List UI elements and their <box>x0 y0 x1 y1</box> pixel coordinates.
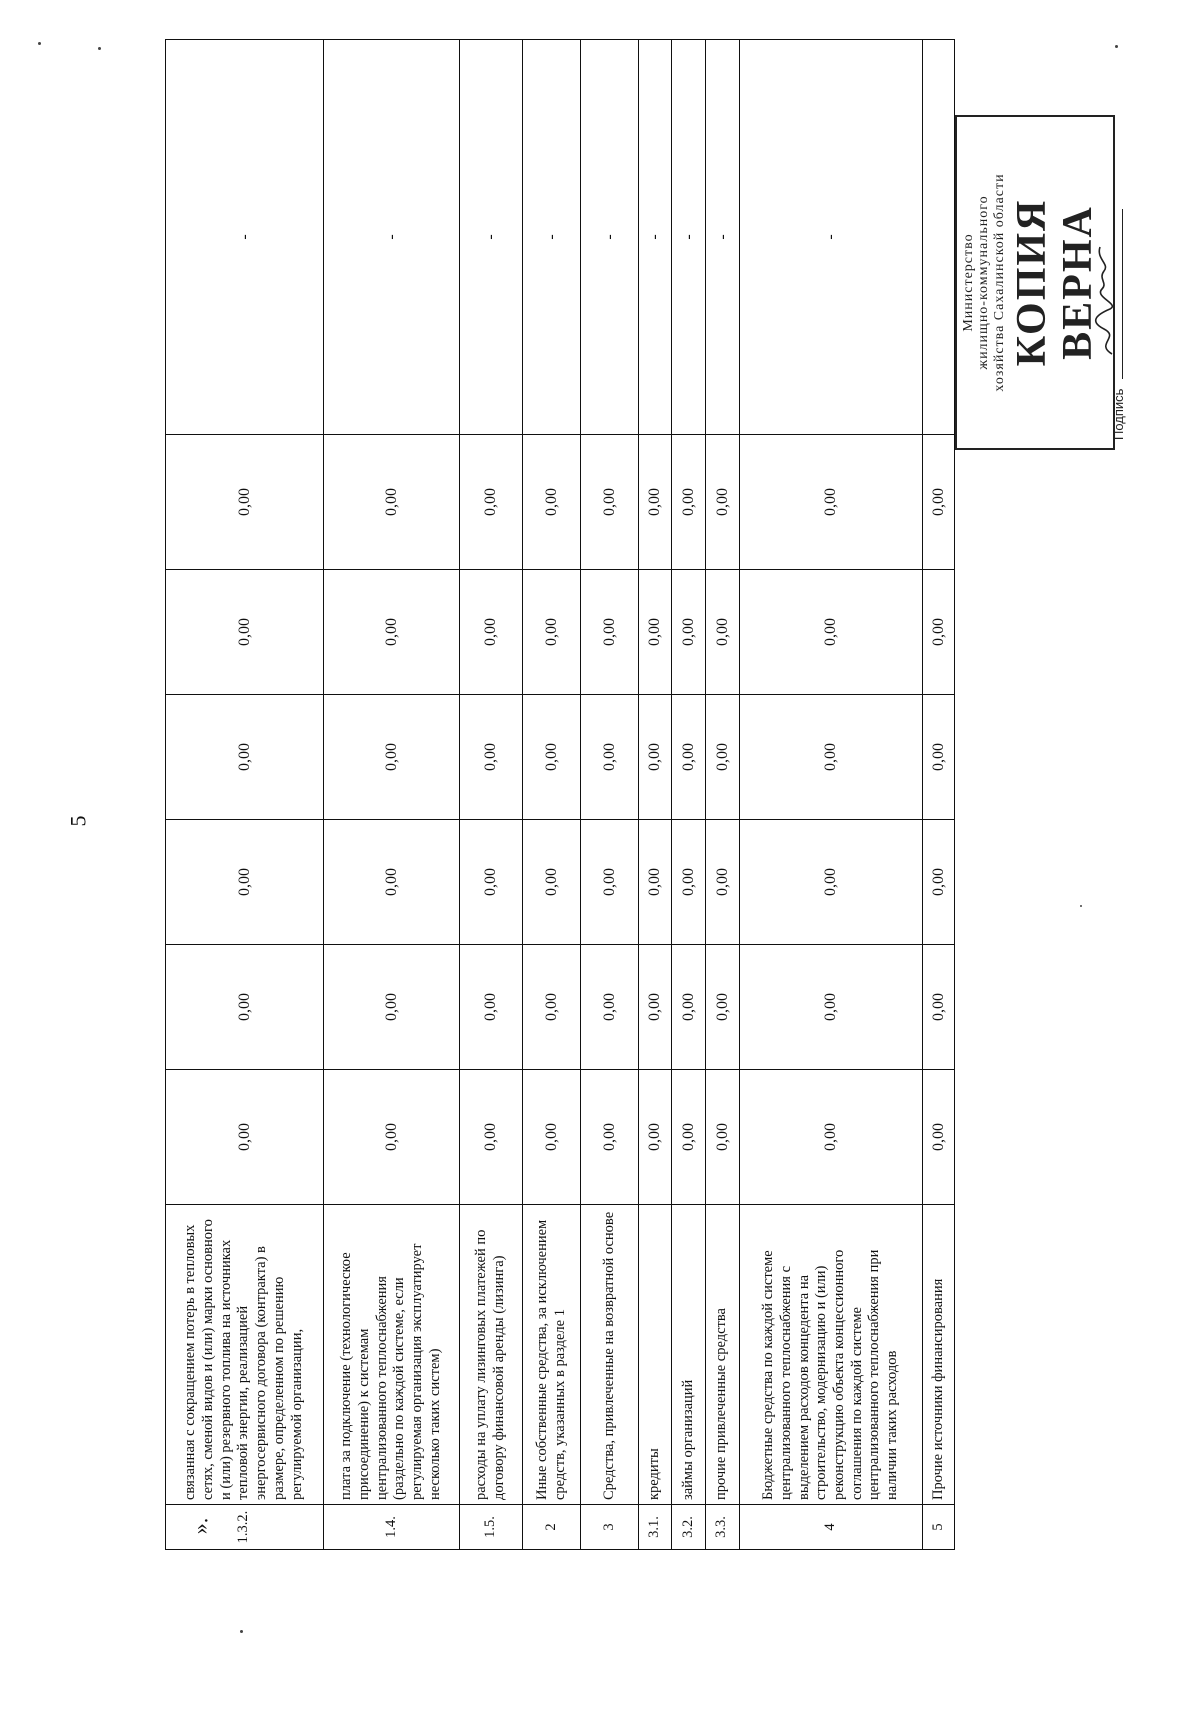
stamp-copy-true: КОПИЯ ВЕРНА <box>1009 198 1102 367</box>
row-value-cell: 0,00 <box>638 820 672 945</box>
table-row <box>705 40 739 1550</box>
row-number: 3.1. <box>638 1505 672 1550</box>
row-value-cell: 0,00 <box>460 435 523 570</box>
row-value-cell: 0,00 <box>638 945 672 1070</box>
scan-speck <box>38 42 41 45</box>
row-value-cell: 0,00 <box>460 945 523 1070</box>
row-description: связанная с сокращением потерь в тепловых сетях, сменой видов и (или) марки основного и (или) резервного топлива на источниках тепловой энергии, реализацией энергосервисного договора (контракта) в размере, определенном по решению регулируемой организации, <box>166 1205 324 1505</box>
financing-table <box>165 39 955 1550</box>
row-value-cell: 0,00 <box>323 695 460 820</box>
row-number: 5 <box>923 1505 955 1550</box>
row-value-cell <box>923 40 955 435</box>
row-value-cell: - <box>638 40 672 435</box>
row-value-cell: 0,00 <box>739 570 923 695</box>
row-description: кредиты <box>638 1205 672 1505</box>
row-number: 2 <box>523 1505 581 1550</box>
row-value-cell: 0,00 <box>705 945 739 1070</box>
row-value-cell: 0,00 <box>705 570 739 695</box>
table-row <box>638 40 672 1550</box>
row-value-cell: 0,00 <box>523 1070 581 1205</box>
row-value-cell: 0,00 <box>705 1070 739 1205</box>
row-description: займы организаций <box>672 1205 706 1505</box>
row-value-cell: 0,00 <box>739 820 923 945</box>
row-value-cell: 0,00 <box>705 435 739 570</box>
row-value-cell: 0,00 <box>580 945 638 1070</box>
row-value-cell: 0,00 <box>923 1070 955 1205</box>
row-value-cell: 0,00 <box>166 695 324 820</box>
row-value-cell: 0,00 <box>923 570 955 695</box>
row-value-cell: 0,00 <box>638 1070 672 1205</box>
table-row <box>580 40 638 1550</box>
stamp-org-line3: хозяйства Сахалинской области <box>991 173 1007 392</box>
table-row <box>460 40 523 1550</box>
row-value-cell: 0,00 <box>580 820 638 945</box>
row-value-cell: 0,00 <box>638 435 672 570</box>
row-value-cell: 0,00 <box>323 1070 460 1205</box>
scan-speck <box>98 47 101 50</box>
row-value-cell: 0,00 <box>739 945 923 1070</box>
stamp-org-line2: жилищно-коммунального <box>976 195 992 370</box>
row-value-cell: 0,00 <box>739 1070 923 1205</box>
page-number: 5 <box>65 815 91 827</box>
row-value-cell: 0,00 <box>323 435 460 570</box>
row-value-cell: 0,00 <box>672 570 706 695</box>
row-value-cell: 0,00 <box>166 945 324 1070</box>
row-value-cell: 0,00 <box>672 435 706 570</box>
table-row <box>323 40 460 1550</box>
row-value-cell: 0,00 <box>460 820 523 945</box>
row-value-cell: - <box>323 40 460 435</box>
row-value-cell: 0,00 <box>672 820 706 945</box>
row-value-cell: 0,00 <box>580 435 638 570</box>
row-value-cell: 0,00 <box>923 945 955 1070</box>
table-row <box>923 40 955 1550</box>
row-number: 4 <box>739 1505 923 1550</box>
row-value-cell: - <box>460 40 523 435</box>
certification-stamp <box>955 115 1126 450</box>
row-value-cell: 0,00 <box>166 1070 324 1205</box>
table-row <box>523 40 581 1550</box>
row-value-cell: - <box>705 40 739 435</box>
row-value-cell: 0,00 <box>923 820 955 945</box>
scan-speck <box>1115 45 1118 48</box>
row-value-cell: 0,00 <box>323 820 460 945</box>
row-value-cell: - <box>672 40 706 435</box>
row-value-cell: 0,00 <box>739 695 923 820</box>
row-number: 1.5. <box>460 1505 523 1550</box>
row-value-cell: 0,00 <box>638 570 672 695</box>
scan-speck <box>240 1630 243 1633</box>
row-description: расходы на уплату лизинговых платежей по договору финансовой аренды (лизинга) <box>460 1205 523 1505</box>
row-description: Прочие источники финансирования <box>923 1205 955 1505</box>
row-value-cell: 0,00 <box>460 1070 523 1205</box>
row-description: прочие привлеченные средства <box>705 1205 739 1505</box>
row-value-cell: 0,00 <box>166 570 324 695</box>
row-value-cell: 0,00 <box>523 945 581 1070</box>
row-value-cell: 0,00 <box>523 820 581 945</box>
row-value-cell: 0,00 <box>580 1070 638 1205</box>
row-description: Бюджетные средства по каждой системе централизованного теплоснабжения с выделением расходов концедента на строительство, модернизацию и (или) реконструкцию объекта концессионного соглашения по каждой системе централизованного теплоснабжения при наличии таких расходов <box>739 1205 923 1505</box>
row-value-cell: 0,00 <box>523 570 581 695</box>
scan-speck <box>1080 905 1082 907</box>
row-value-cell: 0,00 <box>323 570 460 695</box>
row-value-cell: 0,00 <box>923 435 955 570</box>
row-value-cell: 0,00 <box>460 695 523 820</box>
row-value-cell: 0,00 <box>580 695 638 820</box>
row-number: 1.4. <box>323 1505 460 1550</box>
row-number: 1.3.2. <box>166 1505 324 1550</box>
signature-line <box>1108 209 1123 379</box>
row-value-cell: - <box>739 40 923 435</box>
table-row <box>672 40 706 1550</box>
row-value-cell: 0,00 <box>638 695 672 820</box>
row-value-cell: 0,00 <box>523 695 581 820</box>
row-number: 3.2. <box>672 1505 706 1550</box>
row-value-cell: 0,00 <box>323 945 460 1070</box>
row-value-cell: 0,00 <box>739 435 923 570</box>
table-row <box>166 40 324 1550</box>
row-description: плата за подключение (технологическое присоединение) к системам централизованного теплоснабжения (раздельно по каждой системе, если регулируемая организация эксплуатирует несколько таких систем) <box>323 1205 460 1505</box>
handwritten-signature-icon <box>1090 239 1124 359</box>
row-value-cell: - <box>580 40 638 435</box>
closing-quote: ». <box>187 1517 213 1535</box>
row-value-cell: - <box>166 40 324 435</box>
row-description: Иные собственные средства, за исключением средств, указанных в разделе 1 <box>523 1205 581 1505</box>
row-value-cell: 0,00 <box>580 570 638 695</box>
row-number: 3.3. <box>705 1505 739 1550</box>
row-value-cell: 0,00 <box>705 695 739 820</box>
row-value-cell: 0,00 <box>672 695 706 820</box>
row-value-cell: 0,00 <box>923 695 955 820</box>
row-value-cell: 0,00 <box>523 435 581 570</box>
row-number: 3 <box>580 1505 638 1550</box>
row-value-cell: 0,00 <box>672 1070 706 1205</box>
table-row <box>739 40 923 1550</box>
row-value-cell: 0,00 <box>705 820 739 945</box>
stamp-signature-row <box>1108 125 1126 440</box>
row-value-cell: 0,00 <box>166 435 324 570</box>
row-value-cell: 0,00 <box>460 570 523 695</box>
row-value-cell: - <box>523 40 581 435</box>
financing-table-rotated <box>165 40 955 1550</box>
row-value-cell: 0,00 <box>166 820 324 945</box>
stamp-org-line1: Министерство <box>961 233 976 332</box>
stamp-signature-label: Подпись <box>1110 388 1126 440</box>
row-value-cell: 0,00 <box>672 945 706 1070</box>
row-description: Средства, привлеченные на возвратной основе <box>580 1205 638 1505</box>
